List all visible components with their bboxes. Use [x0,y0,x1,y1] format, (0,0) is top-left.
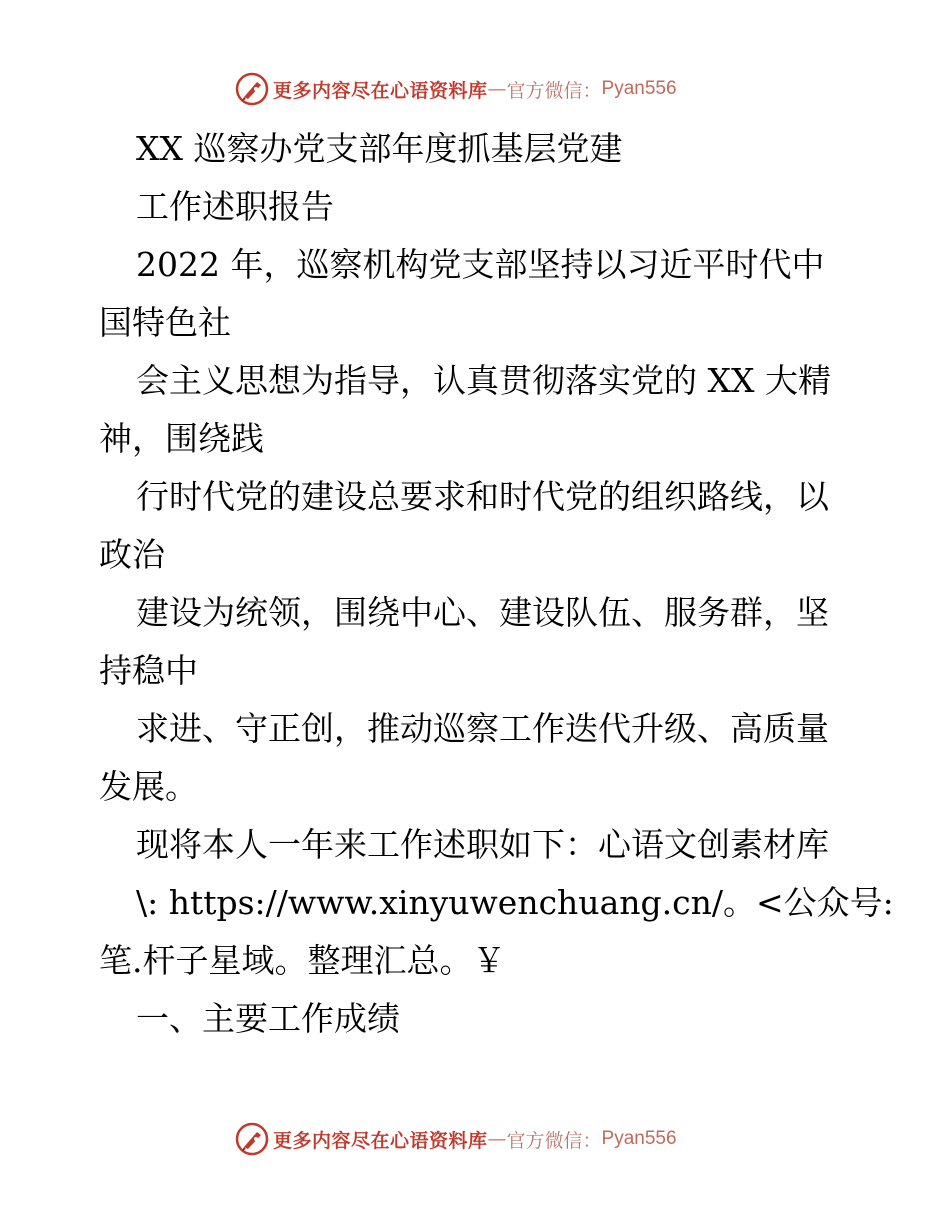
paragraph-line: 建设为统领，围绕中心、建设队伍、服务群，坚 [136,593,829,632]
paragraph-line: 求进、守正创，推动巡察工作迭代升级、高质量 [136,709,829,748]
banner-wechat-label: 官方微信： [506,79,602,102]
paragraph-line: 现将本人一年来工作述职如下：心语文创素材库 [136,825,829,864]
paragraph-line: \: https://www.xinyuwenchuang.cn/。<公众号: [136,883,894,922]
pen-logo-icon [235,72,269,106]
document-body [99,120,894,1048]
paragraph-line: 行时代党的建设总要求和时代党的组织路线，以 [136,477,829,516]
pen-logo-icon [235,1122,269,1156]
paragraph-line: 2022 年，巡察机构党支部坚持以习近平时代中 [136,245,825,284]
banner-main-text: 更多内容尽在心语资料库 [273,79,488,102]
doc-title-line-1: XX 巡察办党支部年度抓基层党建 [136,129,623,168]
banner-dash: — [487,1128,507,1150]
paragraph-line: 笔.杆子星域。整理汇总。￥ [99,941,506,980]
header-banner [235,72,677,106]
section-heading: 一、主要工作成绩 [136,999,400,1038]
banner-wechat-label: 官方微信： [506,1129,602,1152]
banner-wechat-id: Pyan556 [601,1128,677,1149]
banner-dash: — [487,78,507,100]
banner-main-text: 更多内容尽在心语资料库 [273,1129,488,1152]
paragraph-line: 持稳中 [99,651,198,690]
doc-title-line-2: 工作述职报告 [136,187,334,226]
paragraph-line: 国特色社 [99,303,231,342]
paragraph-line: 神，围绕践 [99,419,264,458]
banner-wechat-id: Pyan556 [601,78,677,99]
paragraph-line: 会主义思想为指导，认真贯彻落实党的 XX 大精 [136,361,831,400]
paragraph-line: 政治 [99,535,165,574]
footer-banner [235,1122,677,1156]
paragraph-line: 发展。 [99,767,198,806]
